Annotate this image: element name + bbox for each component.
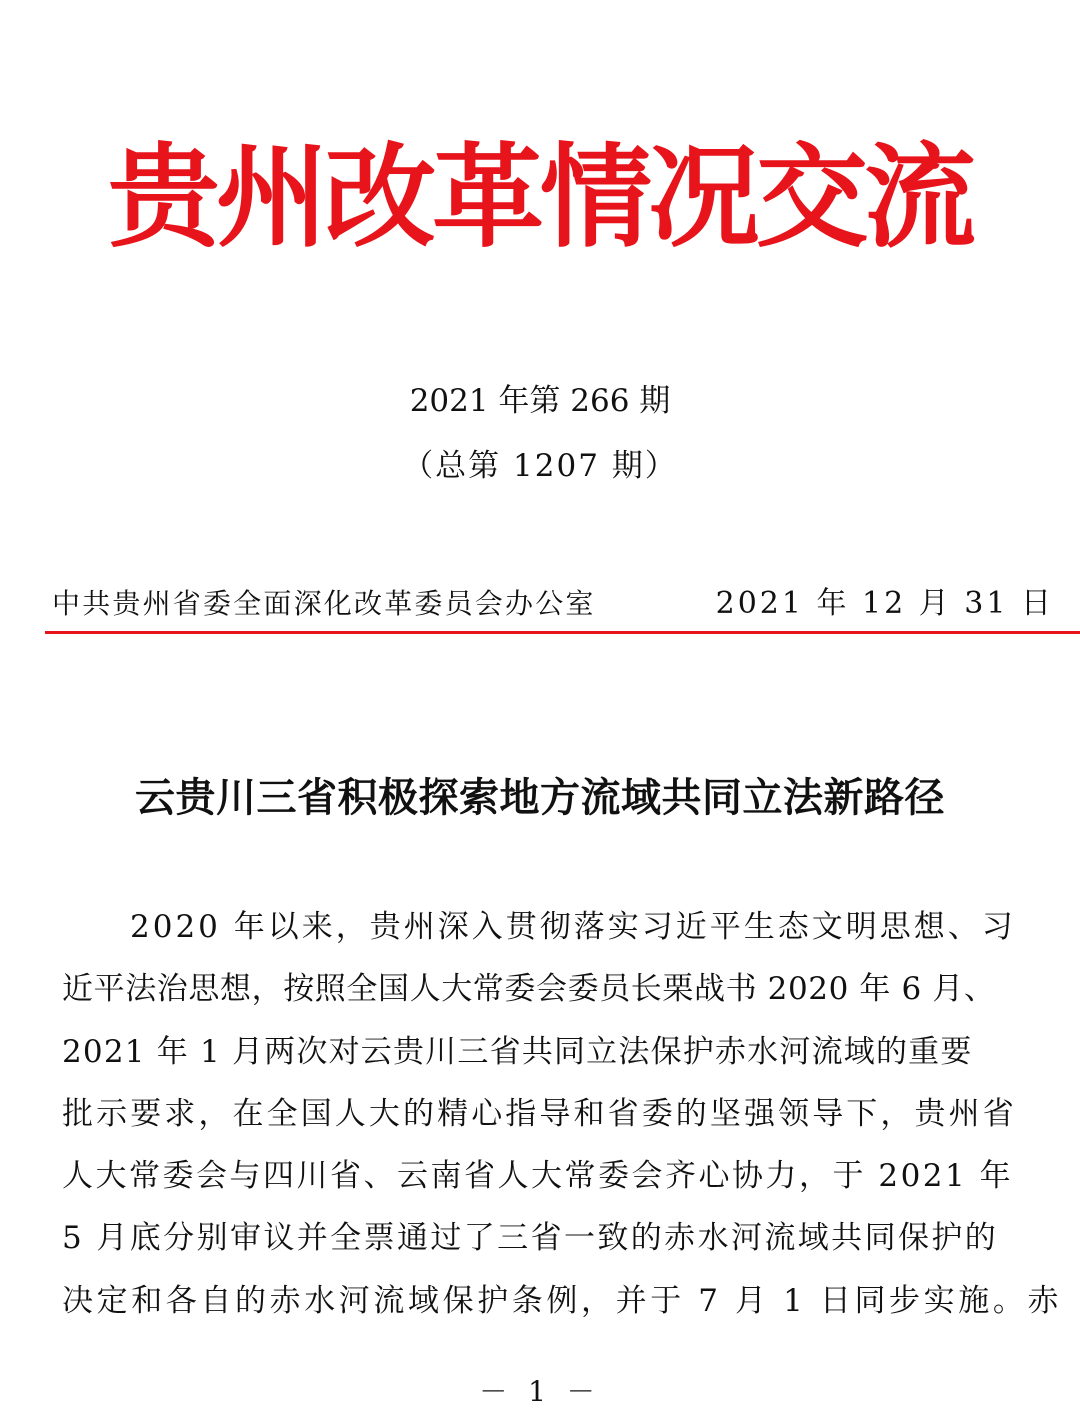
cumulative-issue-number: （总第 1207 期） [402,448,678,484]
red-divider-line [45,631,1080,634]
body-line: 2020 年以来，贵州深入贯彻落实习近平生态文明思想、习 [130,909,1016,945]
issue-number: 2021 年第 266 期 [409,383,671,419]
issuing-office: 中共贵州省委全面深化改革委员会办公室 [52,587,596,620]
body-line: 5 月底分别审议并全票通过了三省一致的赤水河流域共同保护的 [62,1220,999,1257]
article-body [62,896,1063,1332]
body-line: 人大常委会与四川省、云南省人大常委会齐心协力，于 2021 年 [62,1158,1014,1195]
masthead-title: 贵州改革情况交流 [108,133,972,263]
body-line: 2021 年 1 月两次对云贵川三省共同立法保护赤水河流域的重要 [62,1033,973,1070]
body-line: 批示要求，在全国人大的精心指导和省委的坚强领导下，贵州省 [62,1095,1017,1132]
body-line: 近平法治思想，按照全国人大常委会委员长栗战书 2020 年 6 月、 [62,971,996,1008]
article-title: 云贵川三省积极探索地方流域共同立法新路径 [135,774,945,821]
page-number: － 1 － [479,1375,601,1408]
body-line: 决定和各自的赤水河流域保护条例，并于 7 月 1 日同步实施。赤 [62,1282,1063,1319]
issue-date: 2021 年 12 月 31 日 [715,586,1054,621]
